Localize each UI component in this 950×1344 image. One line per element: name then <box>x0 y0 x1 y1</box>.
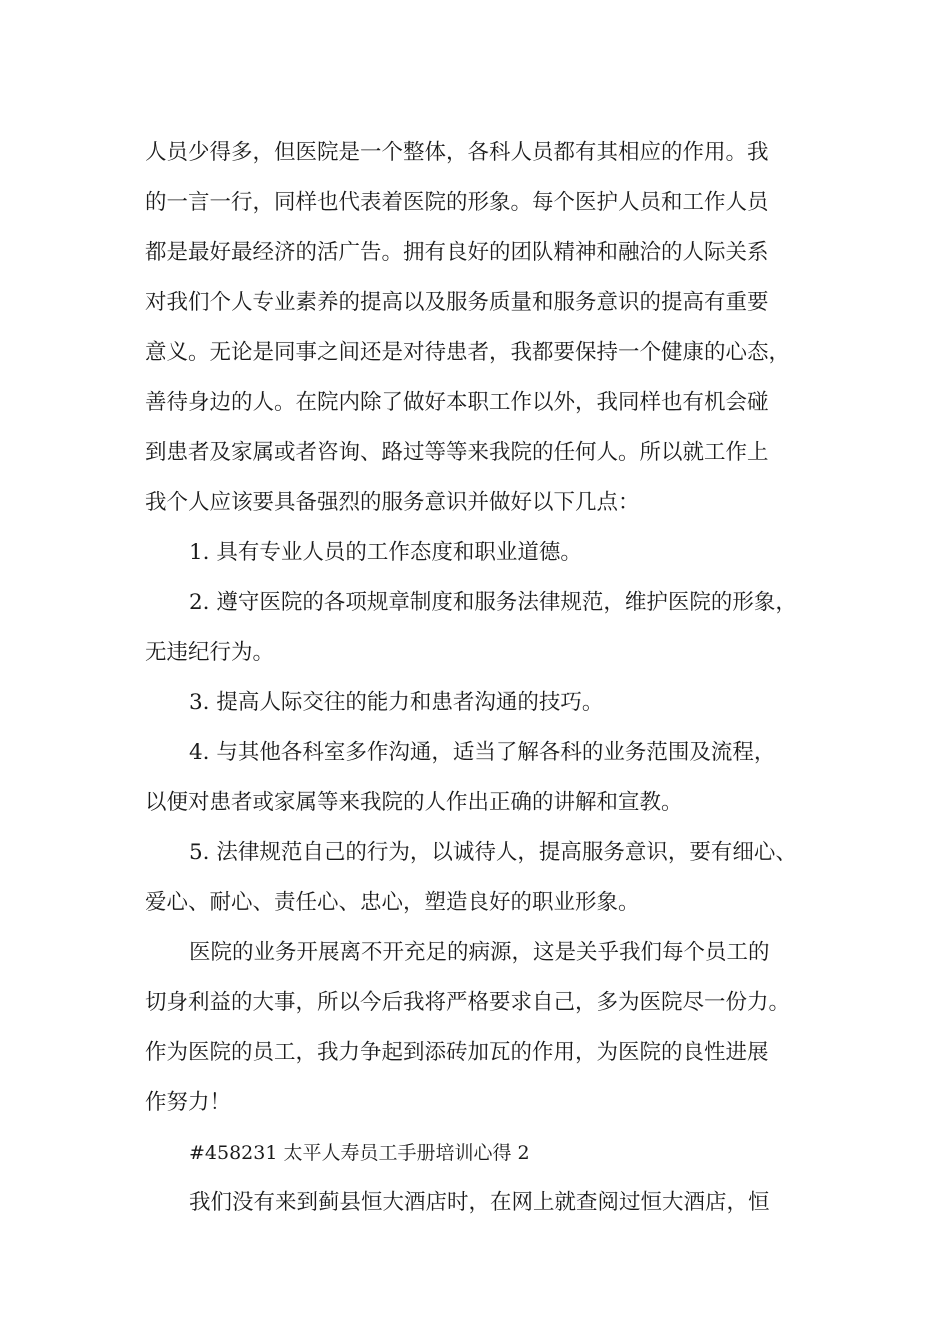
paragraph-line: 对我们个人专业素养的提高以及服务质量和服务意识的提高有重要 <box>145 290 769 315</box>
closing-paragraph <box>145 928 825 1128</box>
paragraph-line: 到患者及家属或者咨询、路过等等来我院的任何人。所以就工作上 <box>145 440 769 465</box>
intro-paragraph <box>145 128 825 528</box>
paragraph-line: 切身利益的大事，所以今后我将严格要求自己，多为医院尽一份力。 <box>145 990 791 1015</box>
paragraph-line: 医院的业务开展离不开充足的病源，这是关乎我们每个员工的 <box>189 940 770 965</box>
list-item-line: 2. 遵守医院的各项规章制度和服务法律规范，维护医院的形象， <box>189 590 797 615</box>
list-item-2 <box>145 578 825 678</box>
paragraph-line: 意义。无论是同事之间还是对待患者，我都要保持一个健康的心态， <box>145 340 791 365</box>
paragraph-line: 作为医院的员工，我力争起到添砖加瓦的作用，为医院的良性进展 <box>145 1040 769 1065</box>
paragraph-line: 人员少得多，但医院是一个整体，各科人员都有其相应的作用。我 <box>145 140 769 165</box>
list-item-line: 5. 法律规范自己的行为，以诚待人，提高服务意识，要有细心、 <box>189 840 797 865</box>
paragraph-line: 我个人应该要具备强烈的服务意识并做好以下几点： <box>145 490 640 515</box>
list-item-1 <box>145 528 825 578</box>
section-heading: #458231 太平人寿员工手册培训心得 2 <box>189 1142 530 1164</box>
list-item-line: 无违纪行为。 <box>145 640 275 665</box>
paragraph-line: 我们没有来到蓟县恒大酒店时，在网上就查阅过恒大酒店，恒 <box>189 1190 770 1215</box>
list-item-3 <box>145 678 825 728</box>
list-item-5 <box>145 828 825 928</box>
next-section-paragraph <box>145 1178 825 1228</box>
list-item-line: 3. 提高人际交往的能力和患者沟通的技巧。 <box>189 690 604 715</box>
list-item-4 <box>145 728 825 828</box>
paragraph-line: 善待身边的人。在院内除了做好本职工作以外，我同样也有机会碰 <box>145 390 769 415</box>
paragraph-line: 都是最好最经济的活广告。拥有良好的团队精神和融洽的人际关系 <box>145 240 769 265</box>
list-item-line: 爱心、耐心、责任心、忠心，塑造良好的职业形象。 <box>145 890 640 915</box>
list-item-line: 4. 与其他各科室多作沟通，适当了解各科的业务范围及流程， <box>189 740 776 765</box>
paragraph-line: 作努力！ <box>145 1090 232 1115</box>
list-item-line: 1. 具有专业人员的工作态度和职业道德。 <box>189 540 582 565</box>
document-body <box>145 128 825 1228</box>
list-item-line: 以便对患者或家属等来我院的人作出正确的讲解和宣教。 <box>145 790 683 815</box>
paragraph-line: 的一言一行，同样也代表着医院的形象。每个医护人员和工作人员 <box>145 190 769 215</box>
